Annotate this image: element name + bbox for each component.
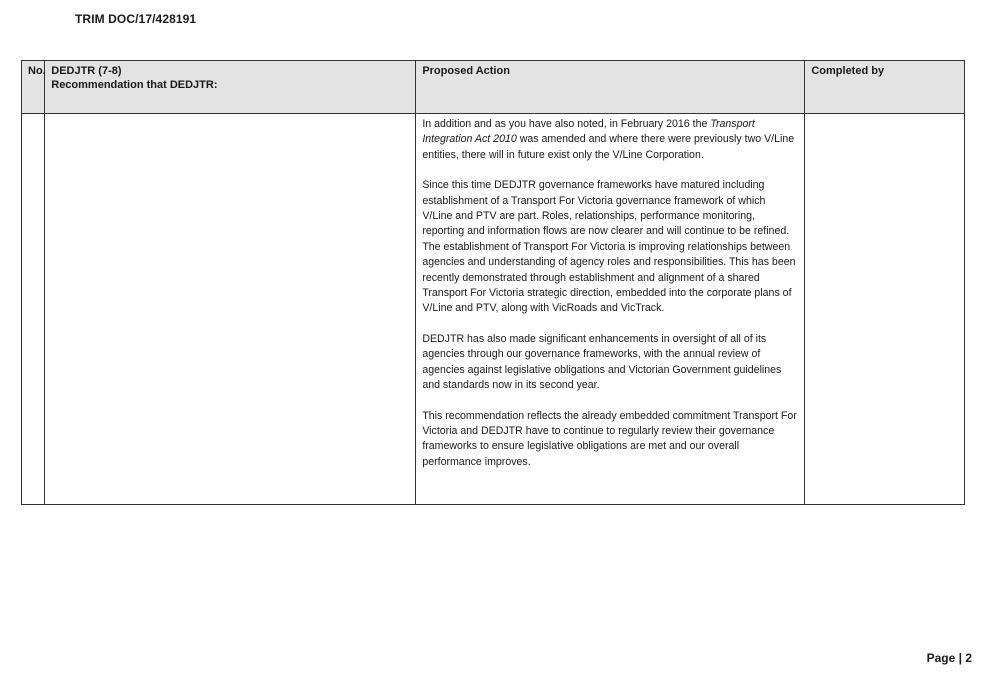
page-number: Page | 2 xyxy=(926,651,972,665)
table-row xyxy=(22,114,965,505)
header-proposed-action: Proposed Action xyxy=(416,61,805,114)
header-no: No. xyxy=(22,61,45,114)
cell-completed-by xyxy=(805,114,965,505)
header-completed-by: Completed by xyxy=(805,61,965,114)
action-paragraph-3: DEDJTR has also made significant enhancements in oversight of all of its agencies through our governance frameworks, with the annual review of agencies against legislative obligations and Victorian Government guidelines and standards now in its second year. xyxy=(422,332,782,392)
action-paragraph-1 xyxy=(422,117,798,163)
document-reference: TRIM DOC/17/428191 xyxy=(75,12,197,26)
action-paragraph-4: This recommendation reflects the already embedded commitment Transport For Victoria and DEDJTR have to continue to regularly review their governance frameworks to ensure legislative obligations are met and our overall performance improves. xyxy=(422,409,797,468)
act-name: Transport Integration Act 2010 xyxy=(422,118,755,146)
cell-recommendation xyxy=(45,114,416,505)
header-recommendation-title: DEDJTR (7-8) xyxy=(51,65,122,77)
cell-no xyxy=(22,114,45,505)
recommendations-table xyxy=(21,60,965,505)
header-recommendation-subtitle: Recommendation that DEDJTR: xyxy=(51,79,218,91)
action-paragraph-1-end: was amended and where there were previously two V/Line entities, there will in future exist only the V/Line Corporation. xyxy=(422,133,795,161)
cell-proposed-action xyxy=(416,114,805,505)
action-paragraph-1-start: In addition and as you have also noted, in February 2016 the xyxy=(422,118,711,130)
header-recommendation xyxy=(45,61,416,114)
table-header-row xyxy=(22,61,965,114)
action-paragraph-2: Since this time DEDJTR governance frameworks have matured including establishment of a Transport For Victoria governance framework of which V/Line and PTV are part. Roles, relationships, performance monitoring, reporting and information flows are now clearer and will continue to be refined. The establishment of Transport For Victoria is improving relationships between agencies and understanding of agency roles and responsibilities. This has been recently demonstrated through establishment and alignment of a shared Transport For Victoria strategic direction, embedded into the corporate plans of V/Line and PTV, along with VicRoads and VicTrack. xyxy=(422,179,796,315)
